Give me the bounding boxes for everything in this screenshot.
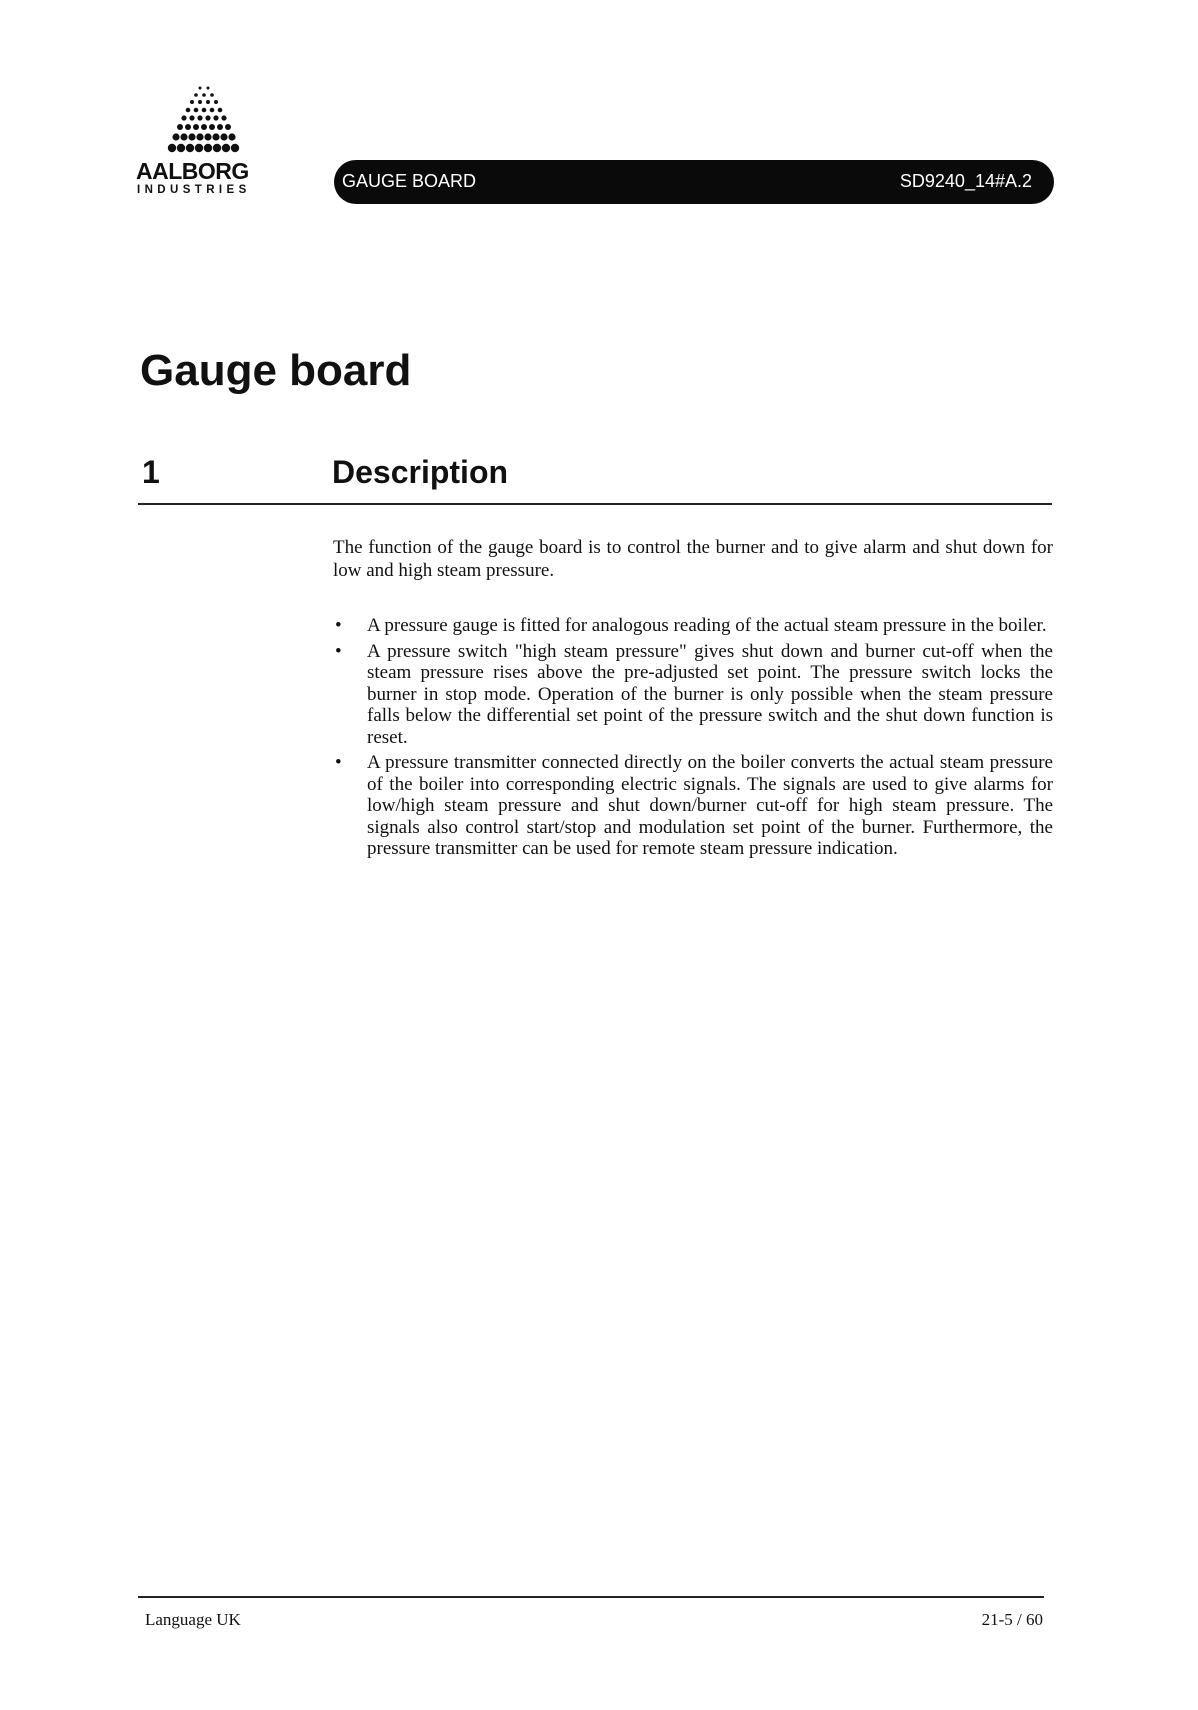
list-item (333, 615, 1053, 637)
footer-language: Language UK (145, 1610, 241, 1629)
logo-subtitle: INDUSTRIES (137, 184, 251, 196)
footer-page-number: 21-5 / 60 (981, 1610, 1043, 1629)
aalborg-dots-icon (156, 84, 256, 160)
header-doc-code: SD9240_14#A.2 (899, 171, 1032, 191)
logo-wordmark: AALBORG (136, 158, 249, 184)
bullet-icon: • (335, 640, 342, 662)
list-item-text: A pressure switch "high steam pressure" gives shut down and burner cut-off when the steam pressure rises above the pre-adjusted set point. The pressure switch locks the burner in stop mode. Operation of the burner is only possible when the steam pressure falls below the differential set point of the pressure switch and the shut down function is reset. (367, 640, 1053, 748)
list-item-text: A pressure transmitter connected directly on the boiler converts the actual steam pressure of the boiler into corresponding electric signals. The signals are used to give alarms for low/high steam pressure and shut down/burner cut-off for high steam pressure. The signals also control start/stop and modulation set point of the burner. Furthermore, the pressure transmitter can be used for remote steam pressure indication. (367, 752, 1053, 859)
header-section-title: GAUGE BOARD (342, 171, 477, 191)
bullet-icon: • (335, 752, 342, 773)
header-bar (334, 160, 1054, 204)
intro-paragraph: The function of the gauge board is to control the burner and to give alarm and shut down for low and high steam pressure. (333, 537, 1053, 581)
section-title: Description (332, 454, 509, 490)
list-item (333, 752, 1053, 860)
list-item (333, 641, 1053, 749)
bullet-icon: • (335, 615, 342, 636)
section-divider (138, 503, 1052, 505)
page-title: Gauge board (140, 346, 412, 395)
section-number: 1 (142, 454, 160, 490)
bullet-list (333, 615, 1053, 864)
list-item-text: A pressure gauge is fitted for analogous reading of the actual steam pressure in the boiler. (367, 615, 1047, 636)
footer-divider (138, 1596, 1044, 1598)
company-logo (136, 84, 276, 214)
